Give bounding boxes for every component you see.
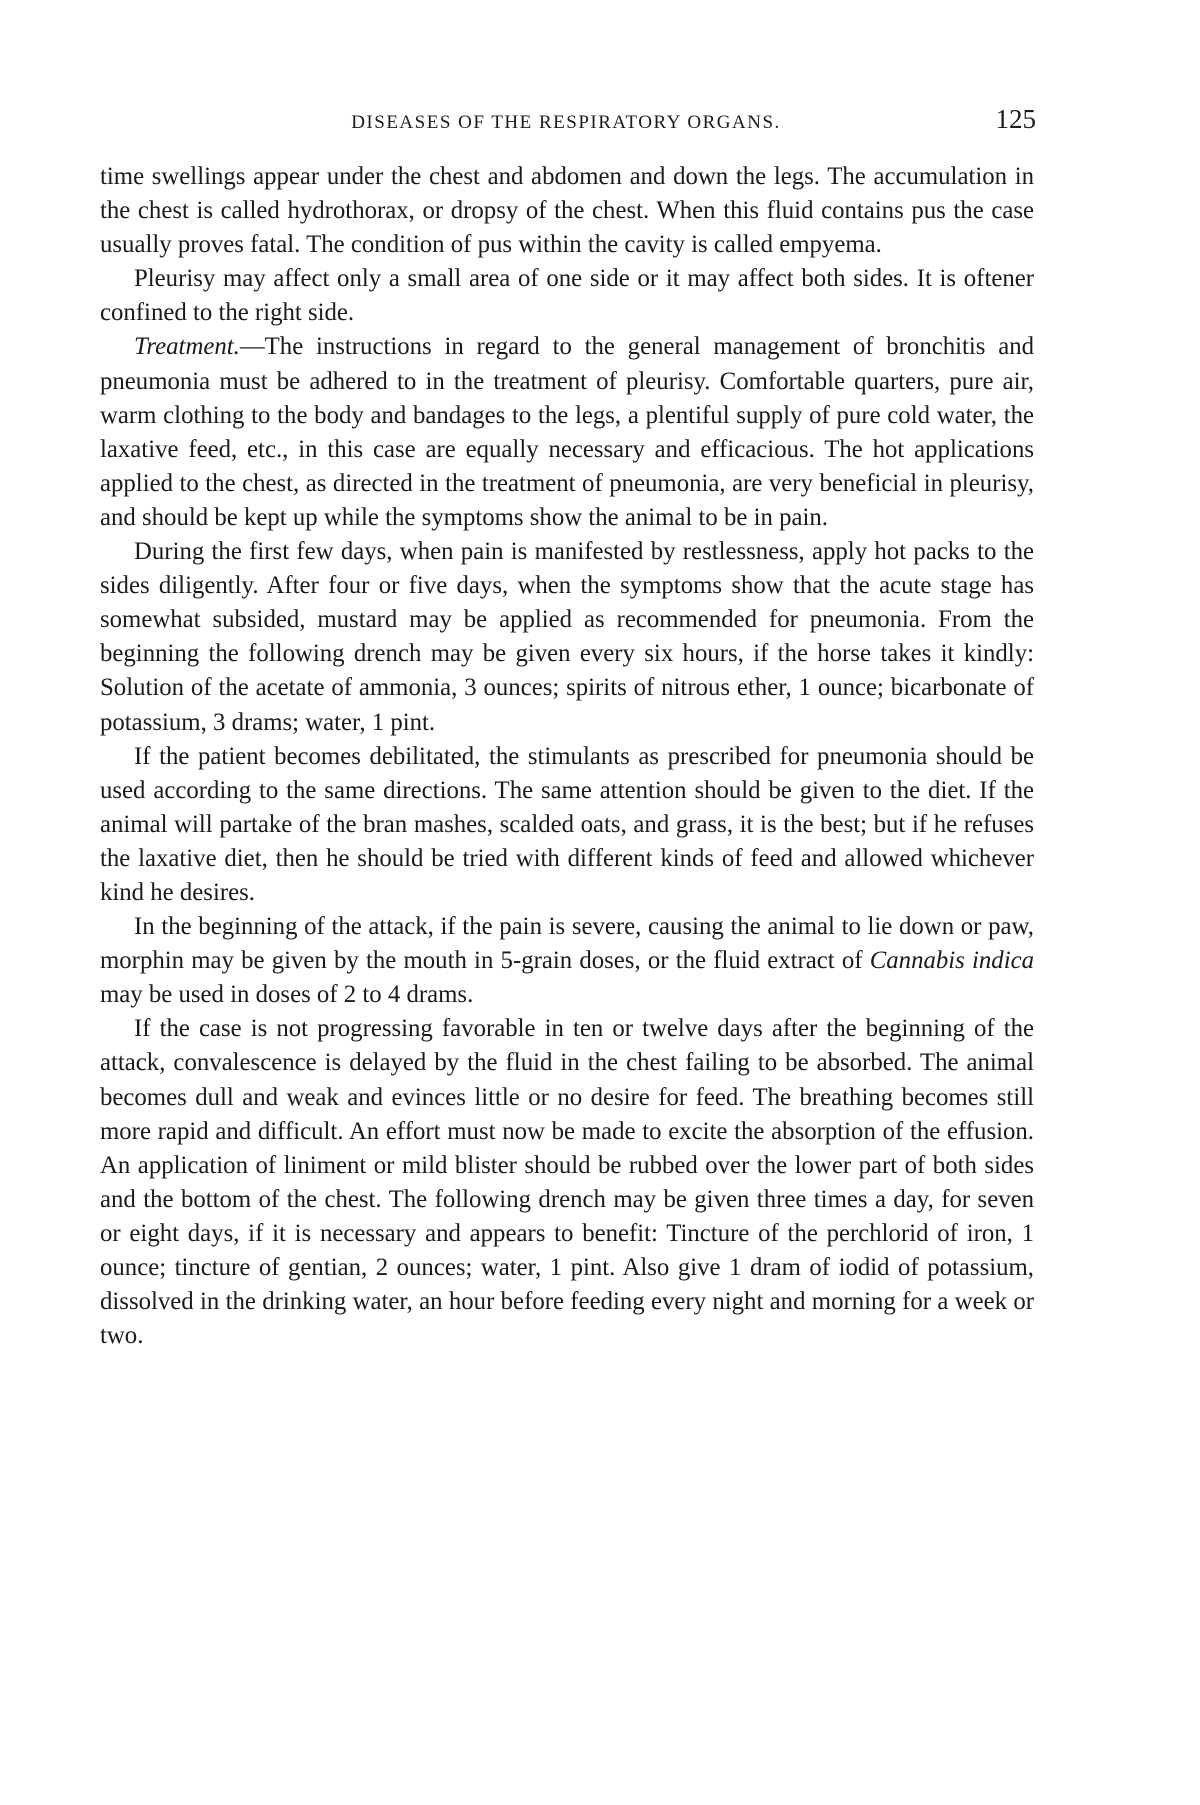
paragraph-debilitated: If the patient becomes debilitated, the stimulants as prescribed for pneumonia should be used according to the same directions. The same attention should be given to the diet. If the animal will partake of the bran mashes, scalded oats, and grass, it is the best; but if he refuses the laxative diet, then he should be tried with different kinds of feed and allowed whichever kind he desires. — [100, 742, 1034, 906]
paragraph-treatment-text: —The instructions in regard to the general management of bronchitis and pneumonia must be adhered to in the treatment of pleurisy. Comfortable quarters, pure air, warm clothing to the body and bandages to the legs, a plentiful supply of pure cold water, the laxative feed, etc., in this case are equally necessary and efficacious. The hot applications applied to the chest, as directed in the treatment of pneumonia, are very beneficial in pleurisy, and should be kept up while the symptoms show the animal to be in pain. — [100, 333, 1034, 531]
page-number: 125 — [995, 104, 1036, 134]
paragraph-continued: time swellings appear under the chest and abdomen and down the legs. The accumulation in the chest is called hydrothorax, or dropsy of the chest. When this fluid contains pus the case usually proves fatal. The condition of pus within the cavity is called empyema. — [100, 163, 1034, 259]
paragraph-morphin-after: may be used in doses of 2 to 4 drams. — [100, 981, 474, 1009]
running-title: DISEASES OF THE RESPIRATORY ORGANS. — [351, 112, 781, 133]
paragraph-treatment — [100, 330, 1034, 535]
paragraph-morphin-before: In the beginning of the attack, if the pain is severe, causing the animal to lie down or paw, morphin may be given by the mouth in 5-grain doses, or the fluid extract of — [100, 913, 1034, 975]
body-text — [100, 160, 1034, 1353]
section-lead-treatment: Treatment. — [134, 333, 240, 361]
paragraph-first-days: During the first few days, when pain is manifested by restlessness, apply hot packs to the sides diligently. After four or five days, when the symptoms show that the acute stage has somewhat subsided, mustard may be applied as recommended for pneumonia. From the beginning the following drench may be given every six hours, if the horse takes it kindly: Solution of the acetate of ammonia, 3 ounces; spirits of nitrous ether, 1 ounce; bicarbonate of potassium, 3 drams; water, 1 pint. — [100, 538, 1034, 736]
paragraph-convalescence: If the case is not progressing favorable in ten or twelve days after the beginning of the attack, convalescence is delayed by the fluid in the chest failing to be absorbed. The animal becomes dull and weak and evinces little or no desire for feed. The breathing becomes still more rapid and difficult. An effort must now be made to excite the absorption of the effusion. An application of liniment or mild blister should be rubbed over the lower part of both sides and the bottom of the chest. The following drench may be given three times a day, for seven or eight days, if it is necessary and appears to benefit: Tincture of the perchlorid of iron, 1 ounce; tincture of gentian, 2 ounces; water, 1 pint. Also give 1 dram of iodid of potassium, dissolved in the drinking water, an hour before feeding every night and morning for a week or two. — [100, 1015, 1034, 1350]
paragraph-extent: Pleurisy may affect only a small area of one side or it may affect both sides. It is oftener confined to the right side. — [100, 265, 1034, 327]
paragraph-morphin — [100, 910, 1034, 1012]
running-head — [96, 104, 1036, 140]
drug-name-italic: Cannabis indica — [869, 947, 1034, 975]
